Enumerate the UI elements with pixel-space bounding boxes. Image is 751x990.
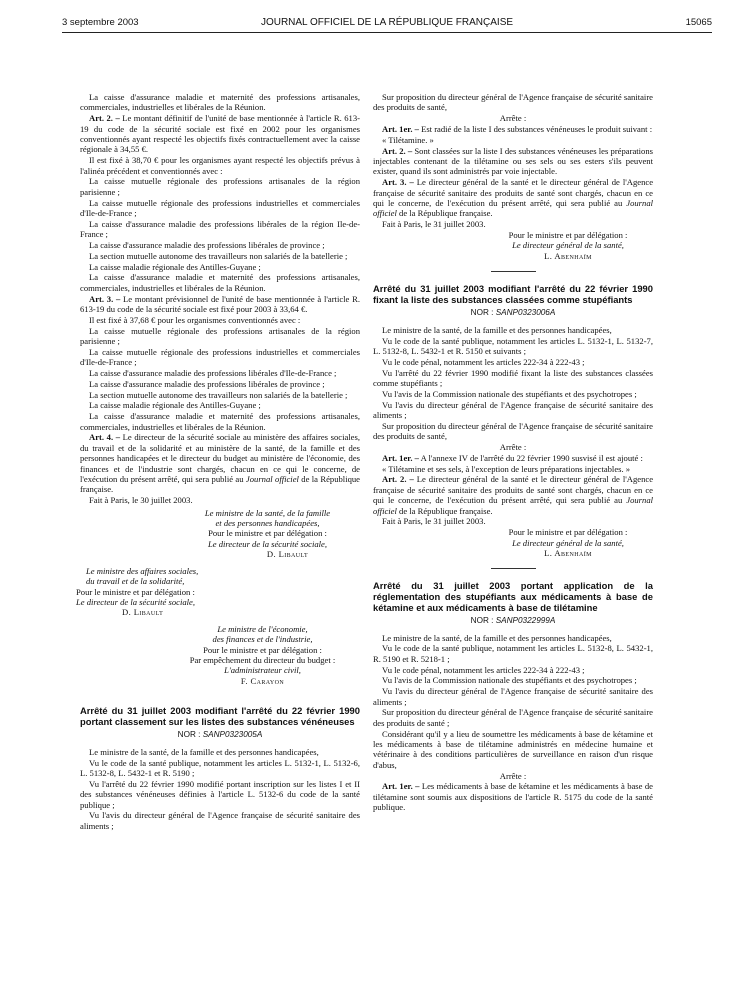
nor-reference [373, 308, 653, 318]
article-label: Art. 1er. – [382, 452, 419, 463]
header-date: 3 septembre 2003 [62, 17, 139, 28]
nor-code: SANP0323005A [202, 730, 263, 740]
paragraph: Vu le code pénal, notamment les articles 222-34 à 222-43 ; [382, 664, 585, 675]
list-item: La caisse maladie régionale des Antilles-Guyane ; [89, 261, 261, 272]
signatory-name: L. Abenhaïm [544, 250, 592, 261]
list-item: La caisse d'assurance maladie et maternité des professions artisanales, commerciales, industrielles et libérales de la Réunion. [80, 272, 360, 293]
signature-block [483, 527, 653, 558]
article-label: Art. 1er. – [382, 124, 419, 134]
article-4 [80, 432, 360, 494]
list-item: La caisse mutuelle régionale des professions artisanales de la région parisienne ; [80, 176, 360, 197]
nor-reference [80, 730, 360, 740]
paragraph: Vu le code de la santé publique, notamment les articles L. 5132-1, L. 5132-7, L. 5132-8, L. 5432-1 et R. 5150 et suivants ; [373, 335, 653, 357]
section-separator [491, 568, 536, 569]
list-item: La section mutuelle autonome des travailleurs non salariés de la batellerie ; [89, 250, 348, 261]
nor-label: NOR : [470, 308, 496, 318]
list-item: La caisse mutuelle régionale des professions industrielles et commerciales d'Ile-de-France ; [80, 197, 360, 219]
paragraph: Le ministre de la santé, de la famille et des personnes handicapées, [382, 324, 612, 335]
paragraph: Vu l'arrêté du 22 février 1990 modifié portant inscription sur les listes I et II des substances vénéneuses définies à l'article L. 5132-6 du code de la santé publique ; [80, 778, 360, 810]
journal-officiel: Journal officiel [373, 198, 653, 219]
paragraph: Il est fixé à 37,68 € pour les organismes conventionnés avec : [89, 314, 301, 325]
signatory-role: Le directeur général de la santé, [512, 537, 624, 548]
article-label: Art. 3. – [382, 177, 414, 188]
list-item: La caisse d'assurance maladie des professions libérales de la région Ile-de-France ; [80, 218, 360, 240]
quoted-text: « Tilétamine. » [382, 134, 434, 145]
paragraph: Vu l'arrêté du 22 février 1990 modifié fixant la liste des substances classées comme stupéfiants ; [373, 367, 653, 389]
paragraph: Vu l'avis de la Commission nationale des stupéfiants et des psychotropes ; [382, 388, 637, 399]
article-2 [373, 474, 653, 516]
article-text: de la République française. [80, 474, 360, 495]
header-page-number: 15065 [685, 17, 712, 28]
fait-a-paris: Fait à Paris, le 31 juillet 2003. [382, 219, 486, 230]
paragraph: Le ministre de la santé, de la famille et des personnes handicapées, [382, 632, 612, 643]
signatory-delegation: Pour le ministre et par délégation : [203, 644, 322, 655]
article-1 [373, 781, 653, 812]
nor-code: SANP0323006A [495, 308, 556, 318]
quoted-text: « Tilétamine et ses sels, à l'exception de leurs préparations injectables. » [382, 463, 631, 474]
paragraph: La caisse d'assurance maladie et maternité des professions artisanales, commerciales, industrielles et libérales de la Réunion. [80, 92, 360, 113]
signatory-delegation: Pour le ministre et par délégation : [508, 527, 628, 538]
paragraph: Vu l'avis du directeur général de l'Agence française de sécurité sanitaire des aliments ; [373, 686, 653, 707]
paragraph: Sur proposition du directeur général de l'Agence française de sécurité sanitaire des produits de santé, [373, 92, 653, 113]
list-item: La caisse mutuelle régionale des professions industrielles et commerciales d'Ile-de-France ; [80, 346, 360, 368]
journal-officiel: Journal officiel [373, 495, 653, 516]
article-text: Le montant prévisionnel de l'unité de base mentionnée à l'article R. 613-19 du code de la sécurité sociale est fixé pour 2003 à 33,64 €. [80, 293, 360, 315]
paragraph: Vu le code pénal, notamment les articles 222-34 à 222-43 ; [382, 356, 585, 367]
arrete-heading: Arrête : [499, 113, 527, 124]
signatory-role: Le directeur général de la santé, [512, 240, 624, 251]
article-text: A l'annexe IV de l'arrêté du 22 février 1990 susvisé il est ajouté : [418, 452, 643, 463]
signature-block [483, 230, 653, 261]
article-label: Art. 2. – [89, 113, 120, 124]
journal-officiel: Journal officiel [245, 474, 299, 485]
article-label: Art. 4. – [89, 432, 121, 443]
left-column [76, 92, 360, 832]
nor-code: SANP0322999A [495, 616, 556, 626]
article-1 [373, 453, 653, 463]
paragraph: Le ministre de la santé, de la famille et des personnes handicapées, [89, 746, 319, 757]
article-2 [80, 113, 360, 155]
article-3 [373, 177, 653, 219]
article-2 [373, 146, 653, 177]
article-1 [373, 124, 653, 134]
article-text: Les médicaments à base de kétamine et les médicaments à base de tilétamine sont soumis aux dispositions de l'article R. 5175 du code de la santé publique. [373, 781, 653, 813]
paragraph: Sur proposition du directeur général de l'Agence française de sécurité sanitaire des produits de santé, [373, 420, 653, 442]
page-header [62, 14, 712, 32]
decree-title: Arrêté du 31 juillet 2003 modifiant l'arrêté du 22 février 1990 fixant la liste des substances classées comme stupéfiants [373, 283, 653, 305]
signatory-role: Le directeur de la sécurité sociale, [76, 596, 196, 607]
list-item: La caisse d'assurance maladie et maternité des professions artisanales, commerciales, industrielles et libérales de la Réunion. [80, 411, 360, 432]
nor-label: NOR : [177, 730, 203, 740]
article-3 [80, 294, 360, 315]
signatory-role: Le directeur de la sécurité sociale, [207, 538, 327, 549]
list-item: La caisse d'assurance maladie des professions libérales de province ; [89, 240, 325, 251]
signatory-title: Le ministre de l'économie, [217, 623, 308, 634]
signature-block-economie [165, 624, 360, 686]
header-journal-title: JOURNAL OFFICIEL DE LA RÉPUBLIQUE FRANÇAISE [260, 17, 514, 28]
article-label: Art. 2. – [382, 145, 413, 156]
arrete-heading: Arrête : [499, 442, 527, 453]
article-text: Le directeur de la sécurité sociale au ministère des affaires sociales, du travail et de la solidarité et au ministère de la santé, de la famille et des personnes handicapées et le directeur du budget au ministère de l'économie, des finances et de l'industrie sont chargés, chacun en ce qui le concerne, de l'exécution du présent arrêté, qui sera publié au [80, 432, 360, 485]
arrete-heading: Arrête : [499, 770, 527, 781]
decree-title: Arrêté du 31 juillet 2003 portant application de la réglementation des stupéfiants aux médicaments à base de kétamine et aux médicaments à base de tilétamine [373, 580, 653, 613]
article-label: Art. 1er. – [382, 781, 420, 792]
paragraph: Vu le code de la santé publique, notamment les articles L. 5132-8, L. 5432-1, R. 5190 et R. 5218-1 ; [373, 643, 653, 664]
signatory-title: Le ministre de la santé, de la famille [204, 507, 331, 518]
signatory-delegation: Pour le ministre et par délégation : [508, 230, 628, 241]
signatory-delegation: Pour le ministre et par délégation : [208, 528, 327, 539]
section-separator [491, 271, 536, 272]
paragraph: Sur proposition du directeur général de l'Agence française de sécurité sanitaire des produits de santé ; [373, 707, 653, 728]
list-item: La caisse d'assurance maladie des professions libérales de province ; [89, 378, 325, 389]
article-text: Est radié de la liste I des substances vénéneuses le produit suivant : [418, 124, 653, 134]
paragraph: Vu l'avis du directeur général de l'Agence française de sécurité sanitaire des aliments ; [80, 810, 360, 831]
signatory-name: D. Libault [266, 549, 309, 560]
article-text: Le directeur général de la santé et le directeur général de l'Agence française de sécurité sanitaire des produits de santé sont chargés, chacun en ce qui le concerne, de l'exécution du présent arrêté, qui sera publié au [373, 474, 654, 506]
list-item: La caisse maladie régionale des Antilles-Guyane ; [89, 400, 261, 411]
signatory-name: L. Abenhaïm [544, 548, 592, 559]
signatory-title: Le ministre des affaires sociales, [86, 565, 199, 576]
header-rule [62, 32, 712, 33]
article-text: Le directeur général de la santé et le directeur général de l'Agence française de sécurité sanitaire des produits de santé sont chargés, chacun en ce qui le concerne, de l'exécution du présent arrêté, qui sera publié au [373, 177, 654, 209]
signatory-title: et des personnes handicapées, [215, 518, 320, 529]
article-text: de la République française. [396, 208, 493, 219]
paragraph: Vu l'avis du directeur général de l'Agence française de sécurité sanitaire des aliments ; [373, 399, 653, 421]
fait-a-paris: Fait à Paris, le 30 juillet 2003. [89, 495, 193, 506]
decree-title: Arrêté du 31 juillet 2003 modifiant l'arrêté du 22 février 1990 portant classement sur les listes des substances vénéneuses [80, 705, 360, 727]
signatory-delegation: Par empêchement du directeur du budget : [189, 654, 336, 665]
signature-block-affaires-sociales [76, 566, 360, 618]
article-label: Art. 3. – [89, 293, 121, 304]
signatory-title: des finances et de l'industrie, [212, 634, 313, 645]
signatory-role: L'administrateur civil, [224, 665, 301, 676]
signatory-name: F. Carayon [240, 675, 285, 686]
list-item: La caisse mutuelle régionale des professions artisanales de la région parisienne ; [80, 325, 360, 347]
list-item: La caisse d'assurance maladie des professions libérales d'Ile-de-France ; [89, 368, 337, 379]
article-text: Sont classées sur la liste I des substances vénéneuses les préparations injectables contenant de la tilétamine ou ses sels ou ses esters s'ils peuvent exister, quand ils sont administrés par voie injectable. [373, 145, 653, 177]
fait-a-paris: Fait à Paris, le 31 juillet 2003. [382, 516, 486, 527]
paragraph: Considérant qu'il y a lieu de soumettre les médicaments à base de kétamine et les médicaments à base de tilétamine administrés en médecine humaine et vétérinaire à des conditions particulières de surveillance en raison d'un risque d'abus, [373, 728, 653, 770]
article-label: Art. 2. – [382, 474, 414, 485]
nor-reference [373, 616, 653, 626]
list-item: La section mutuelle autonome des travailleurs non salariés de la batellerie ; [89, 389, 348, 400]
signatory-delegation: Pour le ministre et par délégation : [76, 586, 195, 597]
paragraph: Vu le code de la santé publique, notamment les articles L. 5132-1, L. 5132-6, L. 5132-8, L. 5432-1 et R. 5190 ; [80, 757, 360, 778]
paragraph: Vu l'avis de la Commission nationale des stupéfiants et des psychotropes ; [382, 675, 637, 686]
right-column [373, 92, 653, 813]
signatory-title: du travail et de la solidarité, [86, 576, 185, 587]
paragraph: Il est fixé à 38,70 € pour les organismes ayant respecté les objectifs prévus à l'alinéa précédent et conventionnés avec : [80, 155, 360, 176]
signature-block-sante [175, 508, 360, 560]
article-text: de la République française. [396, 505, 493, 516]
article-text: Le montant définitif de l'unité de base mentionnée à l'article R. 613-19 du code de la sécurité sociale est fixé en 2002 pour les organismes conventionnés ayant respecté les objectifs fixés contractuellement avec la caisse régionale à 34,55 €. [80, 113, 360, 155]
signatory-name: D. Libault [122, 607, 164, 618]
nor-label: NOR : [470, 616, 496, 626]
